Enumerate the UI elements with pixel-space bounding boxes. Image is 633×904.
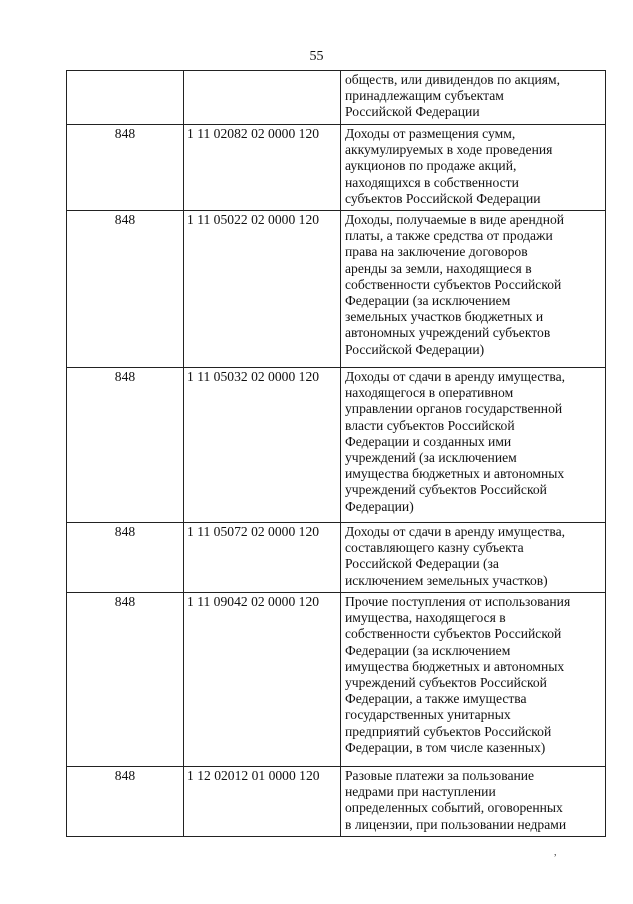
- budget-code-cell: 1 11 05022 02 0000 120: [184, 211, 341, 368]
- description-line: Российской Федерации): [345, 341, 485, 357]
- table-row: [67, 211, 606, 368]
- revenue-codes-table: [66, 70, 606, 837]
- budget-code-cell: [184, 71, 341, 125]
- admin-code-cell: [67, 71, 184, 125]
- admin-code-cell: 848: [67, 125, 184, 211]
- description-line: государственных унитарных: [345, 707, 511, 723]
- description-line: власти субъектов Российской: [345, 417, 515, 433]
- description-cell: [341, 593, 606, 767]
- admin-code-cell: 848: [67, 211, 184, 368]
- description-line: Федерации (за исключением: [345, 293, 511, 309]
- description-line: Федерации (за исключением: [345, 642, 511, 658]
- admin-code-cell: 848: [67, 368, 184, 523]
- description-line: находящихся в собственности: [345, 174, 519, 190]
- description-line: составляющего казну субъекта: [345, 540, 524, 556]
- description-line: Федерации, а также имущества: [345, 691, 527, 707]
- description-line: управлении органов государственной: [345, 401, 563, 417]
- description-line: Доходы от сдачи в аренду имущества,: [345, 524, 565, 539]
- description-line: обществ, или дивидендов по акциям,: [345, 72, 561, 87]
- description-line: учреждений субъектов Российской: [345, 482, 547, 498]
- description-line: имущества бюджетных и автономных: [345, 658, 565, 674]
- description-line: имущества бюджетных и автономных: [345, 466, 565, 482]
- page-number: 55: [309, 49, 324, 64]
- budget-code-cell: 1 11 05032 02 0000 120: [184, 368, 341, 523]
- description-line: аренды за земли, находящиеся в: [345, 260, 532, 276]
- description-line: Разовые платежи за пользование: [345, 768, 535, 783]
- description-line: имущества, находящегося в: [345, 610, 506, 626]
- description-line: определенных событий, оговоренных: [345, 800, 563, 816]
- description-line: права на заключение договоров: [345, 244, 528, 260]
- description-cell: [341, 211, 606, 368]
- description-line: исключением земельных участков): [345, 572, 548, 588]
- budget-code-cell: 1 11 05072 02 0000 120: [184, 523, 341, 593]
- description-line: Прочие поступления от использования: [345, 594, 571, 609]
- description-line: Федерации): [345, 498, 414, 514]
- table-row: [67, 767, 606, 837]
- description-line: собственности субъектов Российской: [345, 626, 562, 642]
- description-line: Федерации и созданных ими: [345, 433, 512, 449]
- table-row: [67, 523, 606, 593]
- admin-code-cell: 848: [67, 593, 184, 767]
- description-line: аукционов по продаже акций,: [345, 158, 517, 174]
- budget-code-cell: 1 12 02012 01 0000 120: [184, 767, 341, 837]
- description-line: Доходы от размещения сумм,: [345, 126, 516, 141]
- description-cell: [341, 523, 606, 593]
- description-line: Доходы, получаемые в виде арендной: [345, 212, 565, 227]
- admin-code-cell: 848: [67, 523, 184, 593]
- description-line: находящегося в оперативном: [345, 385, 514, 401]
- budget-code-cell: 1 11 02082 02 0000 120: [184, 125, 341, 211]
- description-line: платы, а также средства от продажи: [345, 228, 553, 244]
- description-line: предприятий субъектов Российской: [345, 723, 552, 739]
- description-cell: [341, 767, 606, 837]
- stray-scan-mark: ,: [554, 847, 557, 858]
- description-line: учреждений (за исключением: [345, 450, 517, 466]
- description-cell: [341, 125, 606, 211]
- description-line: субъектов Российской Федерации: [345, 190, 541, 206]
- description-line: Федерации, в том числе казенных): [345, 739, 546, 755]
- budget-code-cell: 1 11 09042 02 0000 120: [184, 593, 341, 767]
- table-row: [67, 71, 606, 125]
- description-cell: [341, 368, 606, 523]
- table-row: [67, 125, 606, 211]
- description-line: Российской Федерации: [345, 104, 480, 120]
- description-line: аккумулируемых в ходе проведения: [345, 142, 553, 158]
- description-line: в лицензии, при пользовании недрами: [345, 816, 567, 832]
- description-line: недрами при наступлении: [345, 784, 496, 800]
- description-line: принадлежащим субъектам: [345, 88, 504, 104]
- description-line: Российской Федерации (за: [345, 556, 499, 572]
- description-line: земельных участков бюджетных и: [345, 309, 544, 325]
- description-line: автономных учреждений субъектов: [345, 325, 551, 341]
- table-row: [67, 368, 606, 523]
- description-line: учреждений субъектов Российской: [345, 675, 547, 691]
- table-row: [67, 593, 606, 767]
- description-line: Доходы от сдачи в аренду имущества,: [345, 369, 565, 384]
- admin-code-cell: 848: [67, 767, 184, 837]
- description-cell: [341, 71, 606, 125]
- description-line: собственности субъектов Российской: [345, 276, 562, 292]
